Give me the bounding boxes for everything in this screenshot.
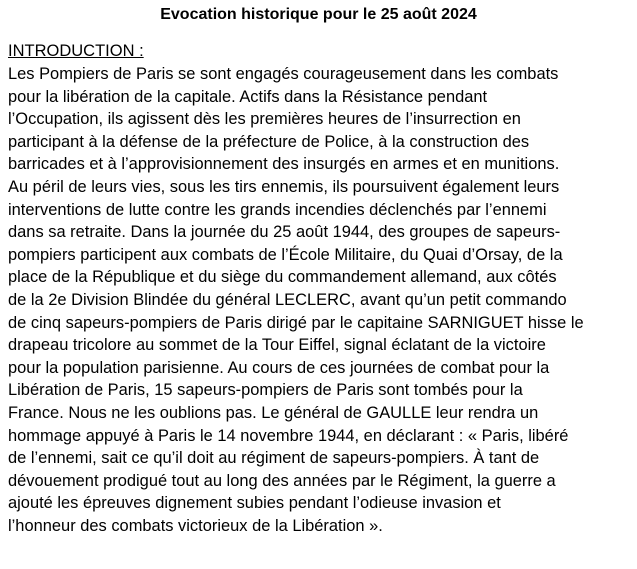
paragraph-line: l’honneur des combats victorieux de la Libération ». — [8, 516, 383, 535]
paragraph-line: interventions de lutte contre les grands incendies déclenchés par l’ennemi — [8, 200, 547, 219]
paragraph-line: participant à la défense de la préfecture de Police, à la construction des — [8, 132, 530, 151]
paragraph-line: de la 2e Division Blindée du général LECLERC, avant qu’un petit commando — [8, 290, 567, 309]
paragraph-line: place de la République et du siège du commandement allemand, aux côtés — [8, 268, 557, 287]
paragraph-line: ajouté les épreuves dignement subies pendant l’odieuse invasion et — [8, 494, 501, 513]
paragraph-line: Les Pompiers de Paris se sont engagés courageusement dans les combats — [8, 65, 559, 83]
paragraph-line: barricades et à l’approvisionnement des insurgés en armes et en munitions. — [8, 155, 560, 174]
paragraph-line: l’Occupation, ils agissent dès les premières heures de l’insurrection en — [8, 110, 521, 129]
paragraph-line: dévouement prodigué tout au long des années par le Régiment, la guerre a — [8, 471, 556, 490]
paragraph-line: de cinq sapeurs-pompiers de Paris dirigé par le capitaine SARNIGUET hisse le — [8, 313, 584, 332]
introduction-paragraph — [8, 63, 636, 537]
paragraph-line: Libération de Paris, 15 sapeurs-pompiers de Paris sont tombés pour la — [8, 381, 523, 400]
paragraph-line: pour la population parisienne. Au cours de ces journées de combat pour la — [8, 358, 550, 377]
paragraph-line: hommage appuyé à Paris le 14 novembre 1944, en déclarant : « Paris, libéré — [8, 426, 569, 445]
paragraph-line: drapeau tricolore au sommet de la Tour Eiffel, signal éclatant de la victoire — [8, 336, 546, 355]
paragraph-line: Au péril de leurs vies, sous les tirs ennemis, ils poursuivent également leurs — [8, 177, 560, 196]
paragraph-line: de l’ennemi, sait ce qu’il doit au régiment de sapeurs-pompiers. À tant de — [8, 449, 540, 468]
paragraph-line: dans sa retraite. Dans la journée du 25 août 1944, des groupes de sapeurs- — [8, 223, 561, 242]
paragraph-line: France. Nous ne les oublions pas. Le général de GAULLE leur rendra un — [8, 403, 539, 422]
section-heading-introduction: INTRODUCTION : — [8, 42, 144, 60]
paragraph-line: pompiers participent aux combats de l’École Militaire, du Quai d’Orsay, de la — [8, 245, 563, 264]
document-title: Evocation historique pour le 25 août 2024 — [160, 6, 477, 23]
paragraph-line: pour la libération de la capitale. Actifs dans la Résistance pendant — [8, 87, 488, 106]
